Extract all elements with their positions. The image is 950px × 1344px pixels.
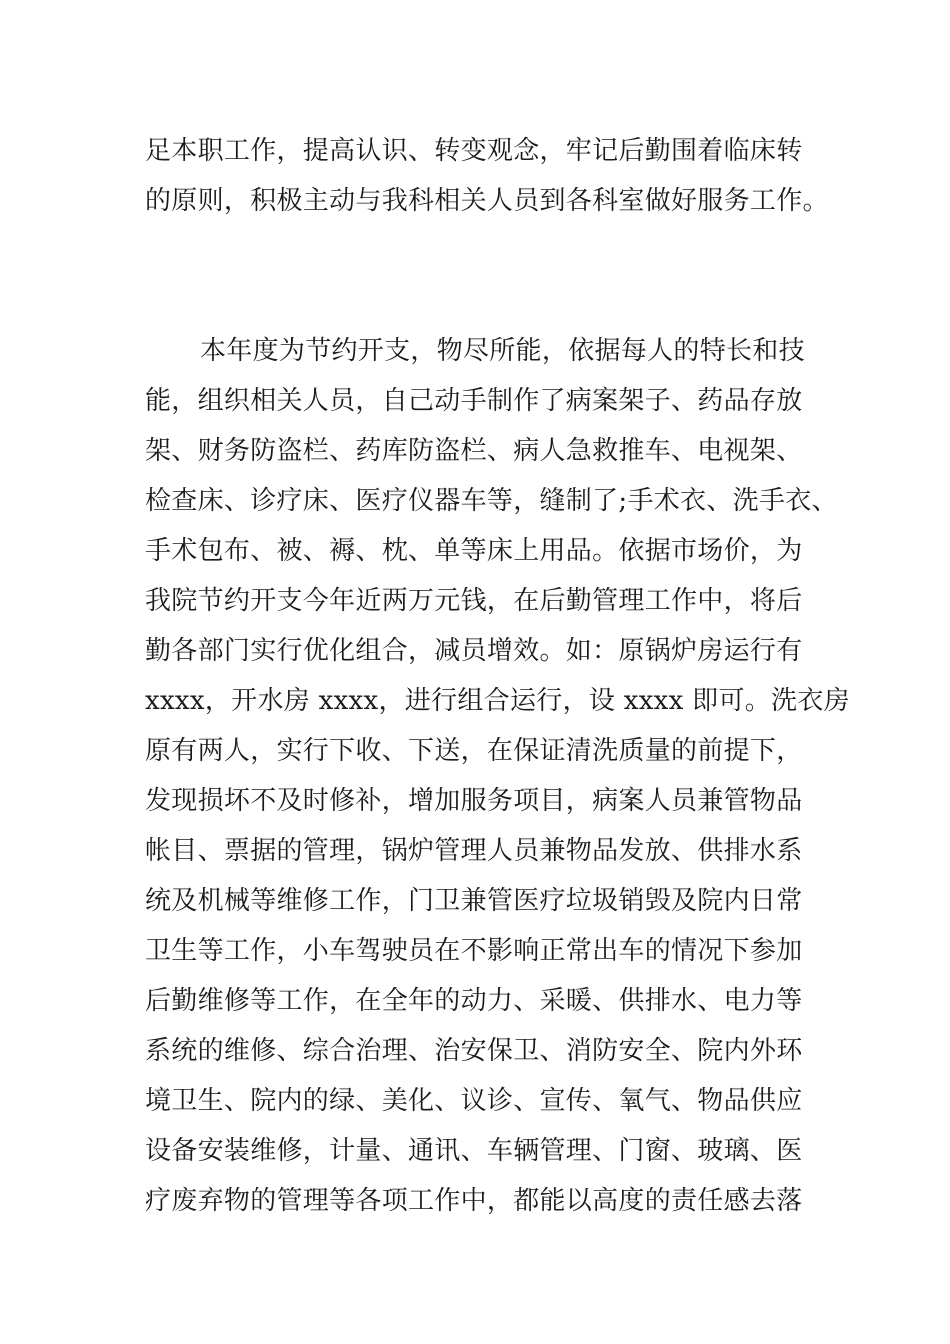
text-line: 设备安装维修，计量、通讯、车辆管理、门窗、玻璃、医	[145, 1136, 803, 1166]
text-line: 能，组织相关人员，自己动手制作了病案架子、药品存放	[145, 386, 803, 416]
text-line: 检查床、诊疗床、医疗仪器车等，缝制了;手术衣、洗手衣、	[145, 486, 838, 516]
text-line: 发现损坏不及时修补，增加服务项目，病案人员兼管物品	[145, 786, 803, 816]
text-line: 系统的维修、综合治理、治安保卫、消防安全、院内外环	[145, 1036, 803, 1066]
text-line: 境卫生、院内的绿、美化、议诊、宣传、氧气、物品供应	[145, 1086, 803, 1116]
text-line: 的原则，积极主动与我科相关人员到各科室做好服务工作。	[145, 186, 829, 216]
text-line: 后勤维修等工作，在全年的动力、采暖、供排水、电力等	[145, 986, 803, 1016]
text-line: 勤各部门实行优化组合，减员增效。如：原锅炉房运行有	[145, 636, 803, 666]
text-line: 本年度为节约开支，物尽所能，依据每人的特长和技	[200, 336, 805, 366]
text-line: 手术包布、被、褥、枕、单等床上用品。依据市场价，为	[145, 536, 803, 566]
text-line: 统及机械等维修工作，门卫兼管医疗垃圾销毁及院内日常	[145, 886, 803, 916]
text-line: xxxx，开水房 xxxx，进行组合运行，设 xxxx 即可。洗衣房	[145, 686, 850, 716]
text-line: 我院节约开支今年近两万元钱，在后勤管理工作中，将后	[145, 586, 803, 616]
text-line: 卫生等工作，小车驾驶员在不影响正常出车的情况下参加	[145, 936, 803, 966]
text-line: 足本职工作，提高认识、转变观念，牢记后勤围着临床转	[145, 136, 803, 166]
text-line: 原有两人，实行下收、下送，在保证清洗质量的前提下，	[145, 736, 803, 766]
text-line: 架、财务防盗栏、药库防盗栏、病人急救推车、电视架、	[145, 436, 803, 466]
text-line: 疗废弃物的管理等各项工作中，都能以高度的责任感去落	[145, 1186, 803, 1216]
text-line: 帐目、票据的管理，锅炉管理人员兼物品发放、供排水系	[145, 836, 803, 866]
